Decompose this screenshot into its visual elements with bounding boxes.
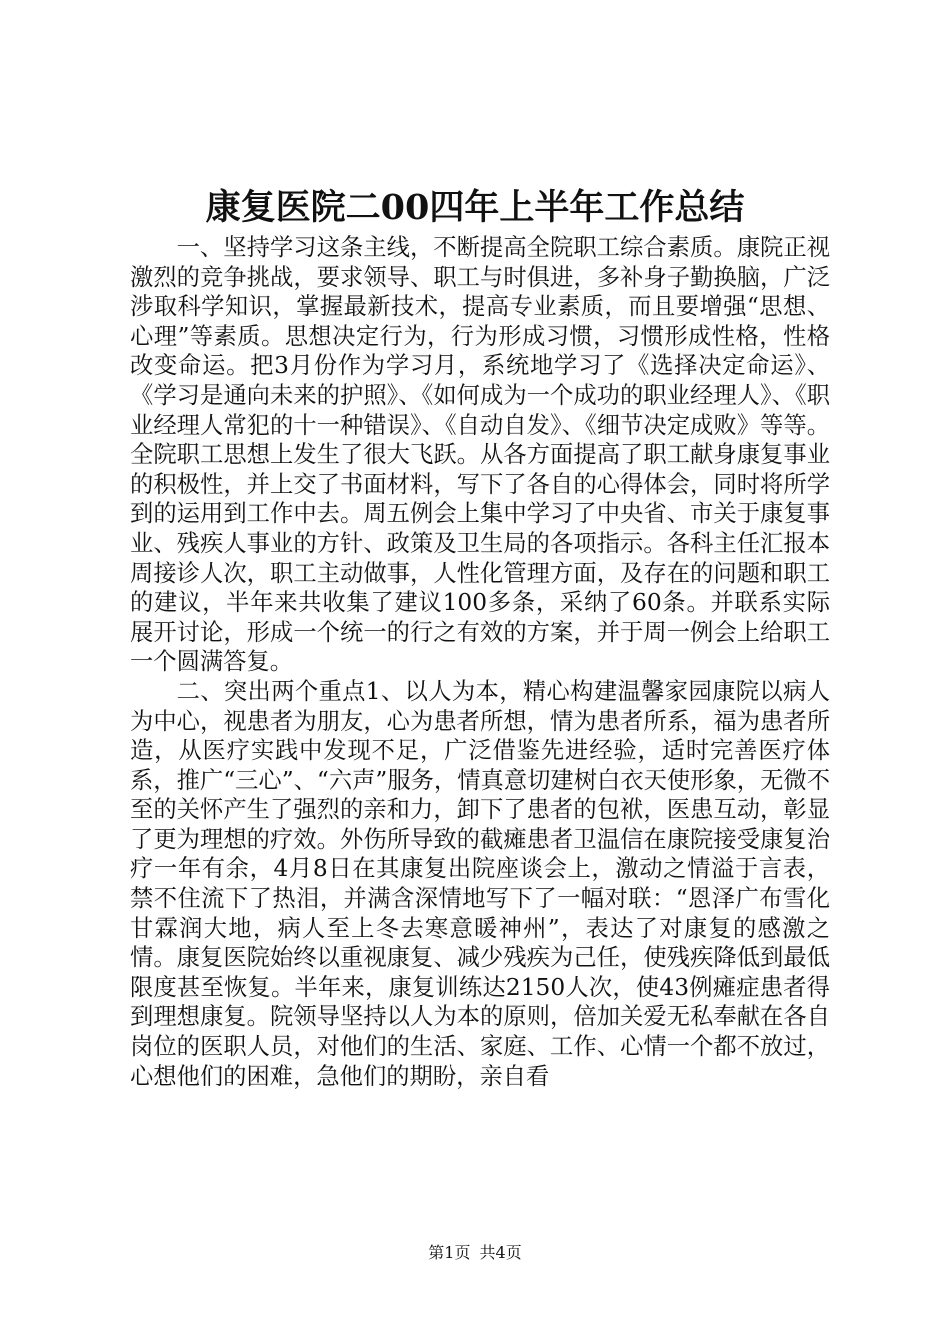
paragraph-2: 二、突出两个重点1、以人为本，精心构建温馨家园康院以病人为中心，视患者为朋友，心为患者所想，情为患者所系，福为患者所造，从医疗实践中发现不足，广泛借鉴先进经验，适时完善医疗体系，推广“三心”、“六声”服务，情真意切建树白衣天使形象，无微不至的关怀产生了强烈的亲和力，卸下了患者的包袱，医患互动，彰显了更为理想的疗效。外伤所导致的截瘫患者卫温信在康院接受康复治疗一年有余，4月8日在其康复出院座谈会上，激动之情溢于言表，禁不住流下了热泪，并满含深情地写下了一幅对联：“恩泽广布雪化甘霖润大地，病人至上冬去寒意暖神州”，表达了对康复的感激之情。康复医院始终以重视康复、减少残疾为己任，使残疾降低到最低限度甚至恢复。半年来，康复训练达2150人次，使43例瘫症患者得到理想康复。院领导坚持以人为本的原则，倍加关爱无私奉献在各自岗位的医职人员，对他们的生活、家庭、工作、心情一个都不放过，心想他们的困难，急他们的期盼，亲自看 — [130, 677, 830, 1090]
document-title: 康复医院二00四年上半年工作总结 — [205, 187, 745, 228]
paragraph-1: 一、坚持学习这条主线，不断提高全院职工综合素质。康院正视激烈的竞争挑战，要求领导、职工与时俱进，多补身子勤换脑，广泛涉取科学知识，掌握最新技术，提高专业素质，而且要增强“思想、心理”等素质。思想决定行为，行为形成习惯，习惯形成性格，性格改变命运。把3月份作为学习月，系统地学习了《选择决定命运》、《学习是通向未来的护照》、《如何成为一个成功的职业经理人》、《职业经理人常犯的十一种错误》、《自动自发》、《细节决定成败》等等。全院职工思想上发生了很大飞跃。从各方面提高了职工献身康复事业的积极性，并上交了书面材料，写下了各自的心得体会，同时将所学到的运用到工作中去。周五例会上集中学习了中央省、市关于康复事业、残疾人事业的方针、政策及卫生局的各项指示。各科主任汇报本周接诊人次，职工主动做事，人性化管理方面，及存在的问题和职工的建议，半年来共收集了建议100多条，采纳了60条。并联系实际展开讨论，形成一个统一的行之有效的方案，并于周一例会上给职工一个圆满答复。 — [130, 234, 830, 676]
page-total: 共4页 — [479, 1243, 522, 1262]
page-number: 第1页 — [428, 1243, 471, 1262]
document-body — [130, 233, 830, 1091]
page-footer — [0, 1241, 950, 1265]
